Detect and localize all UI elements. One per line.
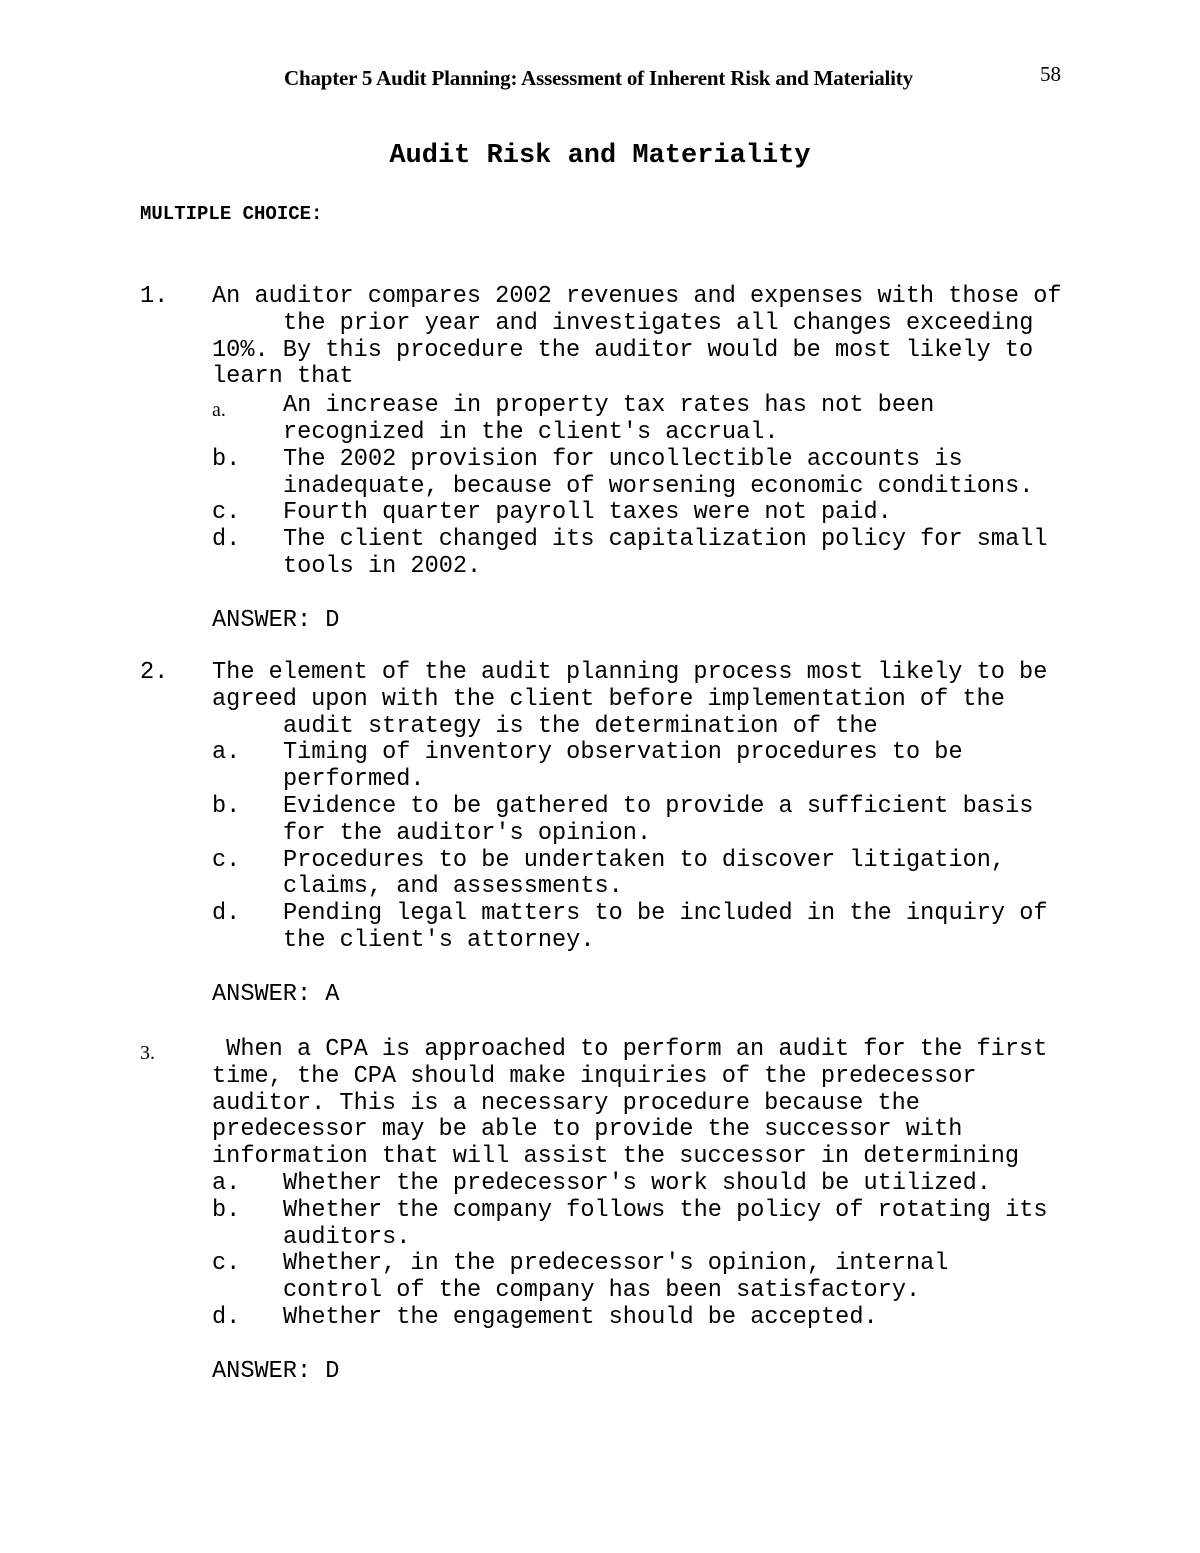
stem-line: 10%. By this procedure the auditor would be most likely to xyxy=(212,336,1034,364)
option-line: the client's attorney. xyxy=(283,926,595,954)
question-stem xyxy=(140,1037,1140,1171)
option-line: Whether, in the predecessor's opinion, internal xyxy=(283,1250,949,1278)
option-line: Timing of inventory observation procedures to be xyxy=(283,739,963,767)
option-line: Whether the engagement should be accepted. xyxy=(283,1303,878,1331)
page-header xyxy=(284,62,1064,96)
option-letter: b. xyxy=(212,792,241,820)
option-letter: b. xyxy=(212,445,241,473)
option-line: Whether the predecessor's work should be utilized. xyxy=(283,1169,991,1197)
option-line: The client changed its capitalization policy for small xyxy=(283,526,1048,554)
answer-option-d xyxy=(212,1305,1140,1332)
stem-line: predecessor may be able to provide the successor with xyxy=(212,1116,963,1144)
option-line: Whether the company follows the policy of rotating its xyxy=(283,1196,1048,1224)
question-number: 3. xyxy=(140,1042,155,1064)
option-line: The 2002 provision for uncollectible accounts is xyxy=(283,445,963,473)
option-line: Procedures to be undertaken to discover litigation, xyxy=(283,846,1006,874)
stem-line: When a CPA is approached to perform an audit for the first xyxy=(212,1036,1048,1063)
option-letter: d. xyxy=(212,1303,241,1331)
stem-line: The element of the audit planning process most likely to be xyxy=(212,659,1048,686)
question-number: 2. xyxy=(140,659,169,686)
question-1 xyxy=(140,284,1140,635)
answer-option-b xyxy=(212,1198,1140,1252)
option-line: for the auditor's opinion. xyxy=(283,819,652,847)
stem-line: the prior year and investigates all changes exceeding xyxy=(283,309,1034,337)
option-letter: c. xyxy=(212,1250,241,1278)
stem-line: auditor. This is a necessary procedure because the xyxy=(212,1089,920,1117)
option-line: Evidence to be gathered to provide a sufficient basis xyxy=(283,792,1034,820)
document-title: Audit Risk and Materiality xyxy=(389,141,811,171)
option-line: claims, and assessments. xyxy=(283,873,623,901)
answer-key: ANSWER: D xyxy=(212,606,340,634)
question-stem xyxy=(140,284,1140,391)
answer-option-a xyxy=(212,1171,1140,1198)
option-letter: a. xyxy=(212,399,226,422)
stem-line: time, the CPA should make inquiries of the predecessor xyxy=(212,1062,977,1090)
answer-key: ANSWER: D xyxy=(212,1357,340,1385)
answer-option-c xyxy=(212,500,1140,527)
option-line: inadequate, because of worsening economic conditions. xyxy=(283,472,1034,500)
question-stem xyxy=(140,660,1140,740)
chapter-title: Chapter 5 Audit Planning: Assessment of Inherent Risk and Materiality xyxy=(284,66,913,90)
page-number: 58 xyxy=(1040,62,1061,86)
question-number: 1. xyxy=(140,283,169,310)
option-line: recognized in the client's accrual. xyxy=(283,418,779,446)
option-line: auditors. xyxy=(283,1223,411,1251)
option-line: An increase in property tax rates has not been xyxy=(283,392,935,420)
answer-option-d xyxy=(212,901,1140,955)
question-2 xyxy=(140,660,1140,1009)
section-label: MULTIPLE CHOICE: xyxy=(140,203,323,225)
option-letter: c. xyxy=(212,846,241,874)
answer-option-c xyxy=(212,848,1140,902)
answer-key: ANSWER: A xyxy=(212,980,340,1008)
stem-line: agreed upon with the client before implementation of the xyxy=(212,685,1005,713)
stem-line: information that will assist the successor in determining xyxy=(212,1143,1020,1171)
option-letter: d. xyxy=(212,526,241,554)
answer-option-d xyxy=(212,527,1140,581)
question-3 xyxy=(140,1037,1140,1386)
option-line: Fourth quarter payroll taxes were not paid. xyxy=(283,499,892,527)
option-letter: b. xyxy=(212,1196,241,1224)
answer-option-c xyxy=(212,1251,1140,1305)
option-line: control of the company has been satisfactory. xyxy=(283,1277,921,1305)
option-line: tools in 2002. xyxy=(283,552,482,580)
option-letter: a. xyxy=(212,739,241,767)
option-letter: a. xyxy=(212,1169,241,1197)
answer-option-b xyxy=(212,447,1140,501)
stem-line: An auditor compares 2002 revenues and expenses with those of xyxy=(212,283,1062,310)
option-line: performed. xyxy=(283,766,425,794)
answer-option-a xyxy=(212,393,1140,447)
option-line: Pending legal matters to be included in the inquiry of xyxy=(283,900,1048,928)
option-letter: c. xyxy=(212,499,241,527)
stem-line: learn that xyxy=(212,363,354,391)
stem-line: audit strategy is the determination of the xyxy=(283,712,878,740)
option-letter: d. xyxy=(212,900,241,928)
answer-option-a xyxy=(212,740,1140,794)
answer-option-b xyxy=(212,794,1140,848)
